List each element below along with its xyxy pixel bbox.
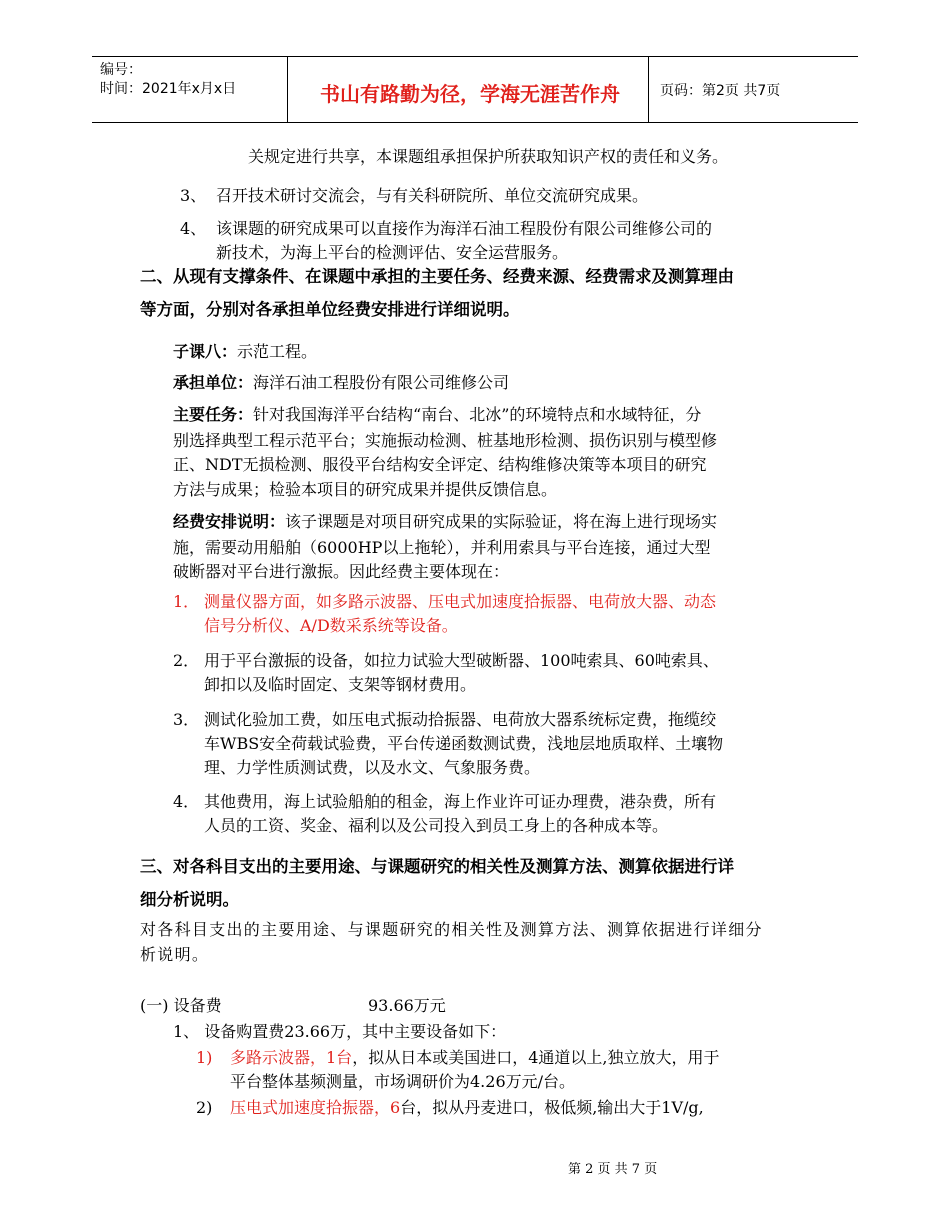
device-1-line1 bbox=[230, 1045, 719, 1071]
fund-list-1-line2: 信号分析仪、A/D数采系统等设备。 bbox=[204, 616, 458, 635]
fund-list-4-line2: 人员的工资、奖金、福利以及公司投入到员工身上的各种成本等。 bbox=[204, 816, 669, 835]
task-text-1: 针对我国海洋平台结构“南台、北冰”的环境特点和水域特征，分 bbox=[253, 405, 702, 424]
fund-list-2-line1: 用于平台激振的设备，如拉力试验大型破断器、100吨索具、60吨索具、 bbox=[204, 651, 719, 670]
header-divider-left bbox=[287, 56, 288, 122]
fund-list-3-line2: 车WBS安全荷载试验费，平台传递函数测试费，浅地层地质取样、土壤物 bbox=[204, 734, 724, 753]
header-serial: 编号： bbox=[100, 62, 142, 78]
device-1-line2: 平台整体基频测量，市场调研价为4.26万元/台。 bbox=[230, 1072, 576, 1091]
device-2-line1 bbox=[230, 1095, 704, 1121]
task-line1 bbox=[173, 402, 701, 428]
header-time: 时间：2021年x月x日 bbox=[100, 81, 237, 97]
subproject-value: 示范工程。 bbox=[237, 342, 318, 361]
funding-line3: 破断器对平台进行激振。因此经费主要体现在： bbox=[173, 562, 510, 581]
fund-list-num-1: 1． bbox=[173, 592, 200, 611]
funding-line2: 施，需要动用船舶（6000HP以上拖轮），并利用索具与平台连接，通过大型 bbox=[173, 538, 711, 557]
funding-line1 bbox=[173, 509, 717, 535]
section2-heading-line2: 等方面，分别对各承担单位经费安排进行详细说明。 bbox=[140, 300, 520, 319]
header-page-info: 页码：第2页 共7页 bbox=[660, 83, 781, 99]
task-line2: 别选择典型工程示范平台；实施振动检测、桩基地形检测、损伤识别与模型修 bbox=[173, 431, 718, 450]
footer-page-number: 第 2 页 共 7 页 bbox=[568, 1162, 658, 1177]
unit-label: 承担单位： bbox=[173, 373, 254, 392]
device-2-name: 压电式加速度拾振器，6 bbox=[230, 1098, 401, 1117]
fund-list-3-line1: 测试化验加工费，如压电式振动拾振器、电荷放大器系统标定费，拖缆绞 bbox=[204, 710, 717, 729]
section3-paragraph-line1: 对各科目支出的主要用途、与课题研究的相关性及测算方法、测算依据进行详细分 bbox=[140, 920, 763, 939]
purchase-line: 1、 设备购置费23.66万，其中主要设备如下： bbox=[173, 1022, 507, 1041]
list-item-3: 召开技术研讨交流会，与有关科研院所、单位交流研究成果。 bbox=[216, 186, 649, 205]
equipment-label: (一) 设备费 bbox=[140, 996, 222, 1015]
header-divider-right bbox=[648, 56, 649, 122]
funding-label: 经费安排说明： bbox=[173, 512, 286, 531]
list-item-4-line1: 该课题的研究成果可以直接作为海洋石油工程股份有限公司维修公司的 bbox=[216, 219, 713, 238]
list-number-4: 4、 bbox=[180, 219, 207, 238]
equipment-value: 93.66万元 bbox=[368, 996, 446, 1015]
task-line4: 方法与成果；检验本项目的研究成果并提供反馈信息。 bbox=[173, 480, 558, 499]
fund-list-num-4: 4． bbox=[173, 792, 200, 811]
device-1-name: 多路示波器，1台 bbox=[230, 1048, 353, 1067]
section3-heading-line2: 细分析说明。 bbox=[140, 890, 239, 909]
fund-list-num-3: 3． bbox=[173, 710, 200, 729]
list-number-3: 3、 bbox=[180, 186, 207, 205]
device-2-num: 2) bbox=[196, 1098, 213, 1117]
unit-value: 海洋石油工程股份有限公司维修公司 bbox=[253, 373, 510, 392]
section2-heading-line1: 二、从现有支撑条件、在课题中承担的主要任务、经费来源、经费需求及测算理由 bbox=[140, 267, 734, 286]
unit-row bbox=[173, 370, 509, 396]
fund-list-1-line1: 测量仪器方面，如多路示波器、压电式加速度拾振器、电荷放大器、动态 bbox=[204, 592, 717, 611]
device-1-num: 1) bbox=[196, 1048, 213, 1067]
section3-paragraph-line2: 析说明。 bbox=[140, 945, 210, 964]
fund-list-num-2: 2． bbox=[173, 651, 200, 670]
list-item-4-line2: 新技术，为海上平台的检测评估、安全运营服务。 bbox=[216, 243, 569, 262]
header-top-rule bbox=[92, 56, 858, 57]
subproject-row bbox=[173, 339, 317, 365]
section3-heading-line1: 三、对各科目支出的主要用途、与课题研究的相关性及测算方法、测算依据进行详 bbox=[140, 857, 734, 876]
header-bottom-rule bbox=[92, 122, 858, 123]
task-line3: 正、NDT无损检测、服役平台结构安全评定、结构维修决策等本项目的研究 bbox=[173, 455, 707, 474]
funding-text-1: 该子课题是对项目研究成果的实际验证，将在海上进行现场实 bbox=[285, 512, 718, 531]
subproject-label: 子课八： bbox=[173, 342, 238, 361]
fund-list-2-line2: 卸扣以及临时固定、支架等钢材费用。 bbox=[204, 675, 477, 694]
paragraph-continued: 关规定进行共享，本课题组承担保护所获取知识产权的责任和义务。 bbox=[248, 147, 729, 166]
task-label: 主要任务： bbox=[173, 405, 254, 424]
header-motto: 书山有路勤为径，学海无涯苦作舟 bbox=[320, 82, 620, 106]
fund-list-4-line1: 其他费用，海上试验船舶的租金，海上作业许可证办理费，港杂费，所有 bbox=[204, 792, 717, 811]
fund-list-3-line3: 理、力学性质测试费，以及水文、气象服务费。 bbox=[204, 758, 541, 777]
device-2-desc: 台，拟从丹麦进口，极低频,输出大于1V/g, bbox=[400, 1098, 704, 1117]
device-1-desc: ，拟从日本或美国进口，4通道以上,独立放大，用于 bbox=[352, 1048, 720, 1067]
